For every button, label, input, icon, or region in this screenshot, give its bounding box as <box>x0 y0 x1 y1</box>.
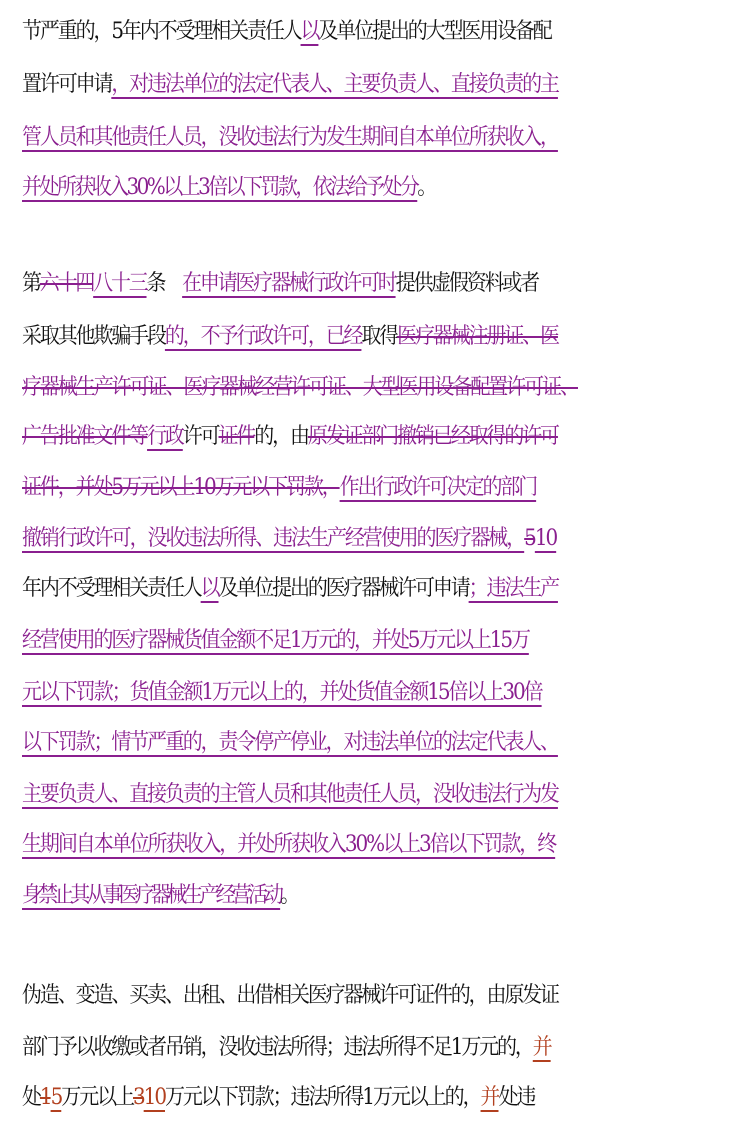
text-line-13 <box>22 667 700 719</box>
text-run: 证件 <box>218 424 255 449</box>
text-run: 处 <box>22 1085 40 1110</box>
text-run: 的，由 <box>254 424 308 449</box>
text-run: 处违 <box>498 1085 535 1110</box>
text-line-8 <box>22 411 700 463</box>
text-line-5 <box>22 258 700 310</box>
text-line-6 <box>22 311 700 363</box>
text-run: 经营使用的医疗器械货值金额不足1万元的，并处5万元以上15万 <box>22 628 529 653</box>
text-run: 万元以下罚款；违法所得1万元以上的， <box>165 1085 481 1110</box>
text-line-9 <box>22 462 700 514</box>
text-run: 5 <box>50 1085 62 1110</box>
text-run: 节严重的，5年内不受理相关责任人 <box>22 19 301 44</box>
text-line-3 <box>22 112 700 164</box>
text-run: 并处所获收入30%以上3倍以下罚款，依法给予处分 <box>22 175 418 200</box>
text-line-19 <box>22 1022 700 1074</box>
text-line-10 <box>22 513 700 565</box>
text-run: 六十四 <box>39 271 94 296</box>
text-run: 以 <box>300 19 319 44</box>
text-run: 医疗器械注册证、医 <box>397 324 558 349</box>
text-run: 管人员和其他责任人员，没收违法行为发生期间自本单位所获收入， <box>22 125 558 150</box>
text-run: 伪造、变造、买卖、出租、出借相关医疗器械许可证件的，由原发证 <box>22 983 558 1008</box>
text-run: 原发证部门撤销已经取得的许可 <box>307 424 558 449</box>
text-run: 10 <box>534 526 557 551</box>
text-line-16 <box>22 819 700 871</box>
text-run: 元以下罚款；货值金额1万元以上的，并处货值金额15倍以上30倍 <box>22 680 542 705</box>
text-run: 3 <box>133 1085 144 1110</box>
text-run: 条 <box>146 271 183 296</box>
text-run: 八十三 <box>93 271 147 296</box>
text-run: 生期间自本单位所获收入，并处所获收入30%以上3倍以下罚款，终 <box>22 832 556 857</box>
text-line-7 <box>22 362 700 414</box>
text-run: 撤销行政许可，没收违法所得、违法生产经营使用的医疗器械， <box>22 526 525 551</box>
text-line-12 <box>22 615 700 667</box>
text-run: 。 <box>280 883 297 908</box>
text-run: 年内不受理相关责任人 <box>22 576 201 601</box>
text-run: ，对违法单位的法定代表人、主要负责人、直接负责的主 <box>111 72 558 97</box>
text-line-11 <box>22 563 700 615</box>
text-line-1 <box>22 6 700 58</box>
text-line-17 <box>22 870 700 922</box>
text-run: 及单位提出的大型医用设备配 <box>318 19 551 44</box>
text-run: 的，不予行政许可，已经 <box>164 324 362 349</box>
text-run: 第 <box>22 271 40 296</box>
text-run: 及单位提出的医疗器械许可申请 <box>218 576 469 601</box>
text-line-4 <box>22 162 700 214</box>
text-line-15 <box>22 769 700 821</box>
text-run: 主要负责人、直接负责的主管人员和其他责任人员，没收违法行为发 <box>22 782 558 807</box>
text-line-18 <box>22 970 700 1022</box>
text-run: 1 <box>39 1085 51 1110</box>
text-run: 证件，并处5万元以上10万元以下罚款， <box>22 475 340 500</box>
text-run: 身禁止其从事医疗器械生产经营活动 <box>22 883 281 908</box>
text-run: 提供虚假资料或者 <box>395 271 538 296</box>
text-run: 许可 <box>182 424 219 449</box>
text-run: 采取其他欺骗手段 <box>22 324 165 349</box>
text-run: 部门予以收缴或者吊销，没收违法所得；违法所得不足1万元的， <box>22 1035 533 1060</box>
text-run: 。 <box>417 175 435 200</box>
text-run: 取得 <box>361 324 398 349</box>
text-run: 并 <box>480 1085 499 1110</box>
text-run: 广告批准文件等 <box>22 424 148 449</box>
text-run: 5 <box>524 526 535 551</box>
text-line-2 <box>22 59 700 111</box>
text-run: 疗器械生产许可证、医疗器械经营许可证、大型医用设备配置许可证、 <box>22 375 578 400</box>
text-run: 在申请医疗器械行政许可时 <box>182 271 396 296</box>
text-line-20 <box>22 1072 700 1124</box>
text-line-14 <box>22 717 700 769</box>
text-run: 以 <box>200 576 219 601</box>
text-run: 以下罚款；情节严重的，责令停产停业，对违法单位的法定代表人、 <box>22 730 558 755</box>
text-run: 10 <box>143 1085 166 1110</box>
text-run: 并 <box>532 1035 551 1060</box>
text-run: 作出行政许可决定的部门 <box>339 475 537 500</box>
text-run: 行政 <box>147 424 183 449</box>
text-run: ；违法生产 <box>468 576 558 601</box>
text-run: 万元以上 <box>61 1085 134 1110</box>
text-run: 置许可申请 <box>22 72 112 97</box>
